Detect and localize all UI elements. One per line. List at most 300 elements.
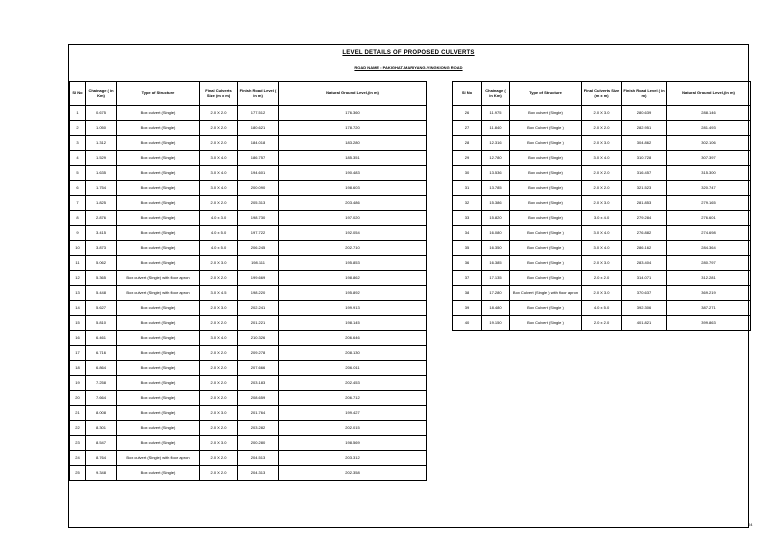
table-row	[70, 391, 427, 406]
natural-ground-level-cell: 206.011	[279, 361, 427, 376]
chainage-cell: 8.301	[86, 421, 117, 436]
natural-ground-level-cell: 274.698	[667, 226, 751, 241]
natural-ground-level-cell: 190.483	[279, 166, 427, 181]
finish-road-level-cell: 177.512	[238, 106, 279, 121]
culvert-size-cell: 2.0 X 2.0	[200, 466, 238, 481]
natural-ground-level-cell: 192.054	[279, 226, 427, 241]
chainage-cell: 7.664	[86, 391, 117, 406]
sl-no-cell: 16	[70, 331, 86, 346]
natural-ground-level-cell: 279.165	[667, 196, 751, 211]
finish-road-level-cell: 194.601	[238, 166, 279, 181]
finish-road-level-cell: 184.018	[238, 136, 279, 151]
sl-no-cell: 28	[453, 136, 482, 151]
structure-type-cell: Box culvert (Single)	[117, 406, 200, 421]
chainage-cell: 8.008	[86, 406, 117, 421]
culvert-size-cell: 2.0 X 2.0	[200, 376, 238, 391]
sl-no-cell: 13	[70, 286, 86, 301]
natural-ground-level-cell: 195.892	[279, 286, 427, 301]
natural-ground-level-cell: 198.569	[279, 436, 427, 451]
sl-no-cell: 37	[453, 271, 482, 286]
sl-no-cell: 2	[70, 121, 86, 136]
chainage-cell: 11.840	[482, 121, 510, 136]
culvert-size-cell: 2.0 X 2.0	[582, 166, 622, 181]
header-frl: Finish Road Level ( in m)	[622, 82, 667, 106]
sl-no-cell: 39	[453, 301, 482, 316]
natural-ground-level-cell: 312.281	[667, 271, 751, 286]
structure-type-cell: Box culvert (Single)	[117, 331, 200, 346]
culvert-size-cell: 2.0 x 2.0	[582, 316, 622, 331]
culvert-table-left	[69, 81, 427, 481]
header-sl-no: Sl No	[70, 82, 86, 106]
culvert-size-cell: 2.0 X 3.0	[200, 406, 238, 421]
table-row	[70, 331, 427, 346]
table-row	[70, 466, 427, 481]
natural-ground-level-cell: 176.360	[279, 106, 427, 121]
chainage-cell: 8.547	[86, 436, 117, 451]
finish-road-level-cell: 202.241	[238, 301, 279, 316]
structure-type-cell: Box culvert (Single)	[117, 346, 200, 361]
natural-ground-level-cell: 195.853	[279, 256, 427, 271]
culvert-size-cell: 2.0 X 2.0	[200, 391, 238, 406]
structure-type-cell: Box culvert (Single)	[510, 181, 582, 196]
culvert-size-cell: 2.0 X 3.0	[582, 106, 622, 121]
table-row	[70, 166, 427, 181]
sl-no-cell: 34	[453, 226, 482, 241]
culvert-size-cell: 2.0 X 2.0	[200, 196, 238, 211]
natural-ground-level-cell: 178.720	[279, 121, 427, 136]
sl-no-cell: 6	[70, 181, 86, 196]
structure-type-cell: Box Culvert (Single )	[510, 316, 582, 331]
structure-type-cell: Box culvert (Single) with floor apron	[117, 286, 200, 301]
table-row	[453, 256, 751, 271]
header-ngl: Natural Ground Level,(in m)	[279, 82, 427, 106]
sl-no-cell: 18	[70, 361, 86, 376]
chainage-cell: 16.080	[482, 226, 510, 241]
finish-road-level-cell: 276.882	[622, 226, 667, 241]
table-row	[453, 151, 751, 166]
structure-type-cell: Box culvert (Single)	[117, 466, 200, 481]
finish-road-level-cell: 198.111	[238, 256, 279, 271]
natural-ground-level-cell: 307.397	[667, 151, 751, 166]
culvert-size-cell: 2.0 X 2.0	[200, 121, 238, 136]
structure-type-cell: Box culvert (Single)	[117, 376, 200, 391]
natural-ground-level-cell: 281.493	[667, 121, 751, 136]
table-row	[70, 136, 427, 151]
sl-no-cell: 33	[453, 211, 482, 226]
structure-type-cell: Box Culvert (Single ) with floor apron	[510, 286, 582, 301]
natural-ground-level-cell: 320.747	[667, 181, 751, 196]
sl-no-cell: 7	[70, 196, 86, 211]
structure-type-cell: Box culvert (Single)	[117, 106, 200, 121]
structure-type-cell: Box Culvert (Single )	[510, 136, 582, 151]
finish-road-level-cell: 401.821	[622, 316, 667, 331]
sl-no-cell: 21	[70, 406, 86, 421]
sl-no-cell: 24	[70, 451, 86, 466]
natural-ground-level-cell: 206.646	[279, 331, 427, 346]
finish-road-level-cell: 321.523	[622, 181, 667, 196]
table-row	[453, 121, 751, 136]
structure-type-cell: Box culvert (Single)	[117, 226, 200, 241]
culvert-size-cell: 4.0 x 3.0	[200, 211, 238, 226]
finish-road-level-cell: 205.313	[238, 196, 279, 211]
structure-type-cell: Box culvert (Single)	[510, 151, 582, 166]
chainage-cell: 13.536	[482, 166, 510, 181]
structure-type-cell: Box culvert (Single)	[117, 256, 200, 271]
finish-road-level-cell: 286.162	[622, 241, 667, 256]
chainage-cell: 12.316	[482, 136, 510, 151]
natural-ground-level-cell: 198.603	[279, 181, 427, 196]
culvert-size-cell: 2.0 X 3.0	[200, 256, 238, 271]
structure-type-cell: Box culvert (Single)	[117, 391, 200, 406]
table-row	[453, 106, 751, 121]
sl-no-cell: 8	[70, 211, 86, 226]
culvert-size-cell: 4.0 x 5.0	[582, 301, 622, 316]
table-row	[70, 256, 427, 271]
natural-ground-level-cell: 202.358	[279, 466, 427, 481]
table-row	[453, 286, 751, 301]
header-sl-no: Sl No	[453, 82, 482, 106]
chainage-cell: 6.716	[86, 346, 117, 361]
culvert-size-cell: 3.0 X 4.0	[200, 166, 238, 181]
table-row	[453, 211, 751, 226]
sl-no-cell: 17	[70, 346, 86, 361]
natural-ground-level-cell: 202.015	[279, 421, 427, 436]
chainage-cell: 8.764	[86, 451, 117, 466]
structure-type-cell: Box culvert (Single)	[510, 211, 582, 226]
natural-ground-level-cell: 315.300	[667, 166, 751, 181]
table-row	[70, 421, 427, 436]
table-row	[70, 226, 427, 241]
structure-type-cell: Box culvert (Single)	[510, 196, 582, 211]
chainage-cell: 18.480	[482, 301, 510, 316]
culvert-size-cell: 2.0 X 2.0	[200, 316, 238, 331]
structure-type-cell: Box culvert (Single) with floor apron	[117, 451, 200, 466]
chainage-cell: 5.448	[86, 286, 117, 301]
chainage-cell: 17.280	[482, 286, 510, 301]
structure-type-cell: Box Culvert (Single )	[510, 121, 582, 136]
culvert-size-cell: 2.0 X 3.0	[582, 256, 622, 271]
table-row	[70, 121, 427, 136]
chainage-cell: 3.415	[86, 226, 117, 241]
finish-road-level-cell: 281.853	[622, 196, 667, 211]
table-row	[70, 316, 427, 331]
natural-ground-level-cell: 199.913	[279, 301, 427, 316]
sl-no-cell: 15	[70, 316, 86, 331]
sl-no-cell: 35	[453, 241, 482, 256]
table-row	[453, 136, 751, 151]
structure-type-cell: Box culvert (Single)	[117, 361, 200, 376]
finish-road-level-cell: 316.457	[622, 166, 667, 181]
natural-ground-level-cell: 183.280	[279, 136, 427, 151]
header-size: Final Culverts Size (m x m)	[200, 82, 238, 106]
sl-no-cell: 1	[70, 106, 86, 121]
chainage-cell: 1.635	[86, 166, 117, 181]
sl-no-cell: 5	[70, 166, 86, 181]
chainage-cell: 19.150	[482, 316, 510, 331]
structure-type-cell: Box culvert (Single)	[117, 436, 200, 451]
sl-no-cell: 11	[70, 256, 86, 271]
natural-ground-level-cell: 302.106	[667, 136, 751, 151]
header-frl: Finish Road Level ( in m)	[238, 82, 279, 106]
natural-ground-level-cell: 206.712	[279, 391, 427, 406]
finish-road-level-cell: 280.639	[622, 106, 667, 121]
table-row	[70, 211, 427, 226]
header-chainage: Chainage ( in Km)	[482, 82, 510, 106]
sl-no-cell: 26	[453, 106, 482, 121]
sl-no-cell: 36	[453, 256, 482, 271]
natural-ground-level-cell: 202.453	[279, 376, 427, 391]
chainage-cell: 1.529	[86, 151, 117, 166]
sl-no-cell: 25	[70, 466, 86, 481]
chainage-cell: 12.780	[482, 151, 510, 166]
header-chainage: Chainage ( in Km)	[86, 82, 117, 106]
sl-no-cell: 30	[453, 166, 482, 181]
natural-ground-level-cell: 284.364	[667, 241, 751, 256]
table-row	[453, 166, 751, 181]
structure-type-cell: Box culvert (Single)	[117, 241, 200, 256]
table-row	[70, 271, 427, 286]
natural-ground-level-cell: 280.797	[667, 256, 751, 271]
culvert-size-cell: 3.0 X 4.5	[200, 286, 238, 301]
table-row	[70, 406, 427, 421]
culvert-size-cell: 2.0 X 2.0	[200, 421, 238, 436]
chainage-cell: 1.050	[86, 121, 117, 136]
chainage-cell: 0.675	[86, 106, 117, 121]
finish-road-level-cell: 203.183	[238, 376, 279, 391]
chainage-cell: 3.873	[86, 241, 117, 256]
structure-type-cell: Box Culvert (Single )	[510, 301, 582, 316]
header-size: Final Culverts Size (m x m)	[582, 82, 622, 106]
sl-no-cell: 27	[453, 121, 482, 136]
culvert-size-cell: 3.0 x 4.0	[582, 211, 622, 226]
header-type: Type of Structure	[510, 82, 582, 106]
document-title: LEVEL DETAILS OF PROPOSED CULVERTS	[342, 50, 475, 56]
chainage-cell: 1.754	[86, 181, 117, 196]
table-row	[70, 241, 427, 256]
chainage-cell: 11.975	[482, 106, 510, 121]
finish-road-level-cell: 204.313	[238, 466, 279, 481]
culvert-size-cell: 2.0 X 2.0	[200, 346, 238, 361]
finish-road-level-cell: 208.659	[238, 391, 279, 406]
finish-road-level-cell: 392.306	[622, 301, 667, 316]
document-frame	[68, 44, 749, 528]
table-row	[70, 151, 427, 166]
natural-ground-level-cell: 198.862	[279, 271, 427, 286]
sl-no-cell: 12	[70, 271, 86, 286]
culvert-size-cell: 2.0 X 2.0	[200, 271, 238, 286]
structure-type-cell: Box culvert (Single)	[117, 181, 200, 196]
finish-road-level-cell: 283.404	[622, 256, 667, 271]
header-ngl: Natural Ground Level,(in m)	[667, 82, 751, 106]
sl-no-cell: 20	[70, 391, 86, 406]
structure-type-cell: Box culvert (Single)	[117, 301, 200, 316]
chainage-cell: 5.627	[86, 301, 117, 316]
table-row	[453, 241, 751, 256]
culvert-size-cell: 2.0 X 3.0	[582, 136, 622, 151]
sl-no-cell: 38	[453, 286, 482, 301]
finish-road-level-cell: 198.730	[238, 211, 279, 226]
natural-ground-level-cell: 202.710	[279, 241, 427, 256]
table-row	[70, 451, 427, 466]
finish-road-level-cell: 203.282	[238, 421, 279, 436]
table-row	[453, 301, 751, 316]
chainage-cell: 5.365	[86, 271, 117, 286]
natural-ground-level-cell: 276.601	[667, 211, 751, 226]
table-row	[70, 346, 427, 361]
finish-road-level-cell: 209.278	[238, 346, 279, 361]
finish-road-level-cell: 310.728	[622, 151, 667, 166]
table-row	[453, 271, 751, 286]
finish-road-level-cell: 201.221	[238, 316, 279, 331]
chainage-cell: 2.876	[86, 211, 117, 226]
culvert-size-cell: 2.0 X 3.0	[200, 301, 238, 316]
natural-ground-level-cell: 185.351	[279, 151, 427, 166]
natural-ground-level-cell: 387.271	[667, 301, 751, 316]
header-row	[70, 82, 427, 106]
finish-road-level-cell: 314.071	[622, 271, 667, 286]
structure-type-cell: Box culvert (Single)	[510, 166, 582, 181]
chainage-cell: 5.062	[86, 256, 117, 271]
chainage-cell: 15.386	[482, 196, 510, 211]
natural-ground-level-cell: 369.219	[667, 286, 751, 301]
natural-ground-level-cell: 399.863	[667, 316, 751, 331]
sl-no-cell: 29	[453, 151, 482, 166]
finish-road-level-cell: 198.220	[238, 286, 279, 301]
finish-road-level-cell: 200.280	[238, 436, 279, 451]
chainage-cell: 5.810	[86, 316, 117, 331]
culvert-size-cell: 4.0 x 5.0	[200, 241, 238, 256]
table-row	[453, 196, 751, 211]
structure-type-cell: Box culvert (Single)	[117, 211, 200, 226]
finish-road-level-cell: 279.284	[622, 211, 667, 226]
sl-no-cell: 23	[70, 436, 86, 451]
table-row	[70, 286, 427, 301]
chainage-cell: 1.825	[86, 196, 117, 211]
sl-no-cell: 3	[70, 136, 86, 151]
structure-type-cell: Box culvert (Single)	[510, 106, 582, 121]
culvert-size-cell: 3.0 X 4.0	[200, 151, 238, 166]
sl-no-cell: 22	[70, 421, 86, 436]
finish-road-level-cell: 180.621	[238, 121, 279, 136]
culvert-table-right	[452, 81, 751, 331]
sl-no-cell: 10	[70, 241, 86, 256]
finish-road-level-cell: 370.637	[622, 286, 667, 301]
table-row	[70, 196, 427, 211]
chainage-cell: 7.258	[86, 376, 117, 391]
table-row	[70, 361, 427, 376]
culvert-size-cell: 2.0 X 2.0	[582, 121, 622, 136]
chainage-cell: 6.461	[86, 331, 117, 346]
table-row	[70, 106, 427, 121]
natural-ground-level-cell: 288.146	[667, 106, 751, 121]
culvert-size-cell: 2.0 X 3.0	[200, 436, 238, 451]
header-row	[453, 82, 751, 106]
natural-ground-level-cell: 197.020	[279, 211, 427, 226]
structure-type-cell: Box Culvert (Single )	[510, 271, 582, 286]
finish-road-level-cell: 207.666	[238, 361, 279, 376]
structure-type-cell: Box culvert (Single) with floor apron	[117, 271, 200, 286]
structure-type-cell: Box culvert (Single)	[117, 151, 200, 166]
culvert-size-cell: 2.0 X 2.0	[200, 361, 238, 376]
structure-type-cell: Box culvert (Single)	[117, 196, 200, 211]
natural-ground-level-cell: 198.145	[279, 316, 427, 331]
culvert-size-cell: 4.0 x 5.0	[200, 226, 238, 241]
chainage-cell: 15.820	[482, 211, 510, 226]
finish-road-level-cell: 197.722	[238, 226, 279, 241]
finish-road-level-cell: 210.326	[238, 331, 279, 346]
structure-type-cell: Box culvert (Single)	[117, 136, 200, 151]
structure-type-cell: Box Culvert (Single )	[510, 256, 582, 271]
table-row	[70, 181, 427, 196]
natural-ground-level-cell: 199.427	[279, 406, 427, 421]
structure-type-cell: Box Culvert (Single )	[510, 226, 582, 241]
structure-type-cell: Box culvert (Single)	[117, 421, 200, 436]
structure-type-cell: Box culvert (Single)	[117, 166, 200, 181]
structure-type-cell: Box culvert (Single)	[117, 121, 200, 136]
finish-road-level-cell: 186.757	[238, 151, 279, 166]
culvert-size-cell: 3.0 X 4.0	[582, 241, 622, 256]
chainage-cell: 16.350	[482, 241, 510, 256]
finish-road-level-cell: 282.951	[622, 121, 667, 136]
sl-no-cell: 31	[453, 181, 482, 196]
sl-no-cell: 40	[453, 316, 482, 331]
culvert-size-cell: 3.0 X 4.0	[582, 226, 622, 241]
chainage-cell: 9.348	[86, 466, 117, 481]
chainage-cell: 1.312	[86, 136, 117, 151]
table-row	[453, 181, 751, 196]
header-type: Type of Structure	[117, 82, 200, 106]
table-row	[70, 376, 427, 391]
culvert-size-cell: 2.0 X 2.0	[200, 136, 238, 151]
sl-no-cell: 19	[70, 376, 86, 391]
culvert-size-cell: 3.0 X 4.0	[200, 331, 238, 346]
sl-no-cell: 4	[70, 151, 86, 166]
culvert-size-cell: 2.0 X 3.0	[582, 196, 622, 211]
chainage-cell: 16.385	[482, 256, 510, 271]
structure-type-cell: Box culvert (Single)	[117, 316, 200, 331]
table-row	[453, 316, 751, 331]
finish-road-level-cell: 204.513	[238, 451, 279, 466]
finish-road-level-cell: 304.862	[622, 136, 667, 151]
chainage-cell: 17.135	[482, 271, 510, 286]
natural-ground-level-cell: 203.312	[279, 451, 427, 466]
chainage-cell: 6.864	[86, 361, 117, 376]
sl-no-cell: 32	[453, 196, 482, 211]
culvert-size-cell: 2.0 X 2.0	[200, 451, 238, 466]
finish-road-level-cell: 200.090	[238, 181, 279, 196]
culvert-size-cell: 2.0 X 2.0	[582, 181, 622, 196]
finish-road-level-cell: 201.764	[238, 406, 279, 421]
chainage-cell: 13.785	[482, 181, 510, 196]
finish-road-level-cell: 199.669	[238, 271, 279, 286]
sl-no-cell: 14	[70, 301, 86, 316]
finish-road-level-cell: 206.245	[238, 241, 279, 256]
natural-ground-level-cell: 203.486	[279, 196, 427, 211]
table-row	[453, 226, 751, 241]
road-name: ROAD NAME : PAKIGHAT-MARIYANG-YINGKIONG ROAD	[354, 65, 463, 70]
page-number: 04	[748, 522, 753, 527]
structure-type-cell: Box Culvert (Single )	[510, 241, 582, 256]
table-row	[70, 301, 427, 316]
culvert-size-cell: 2.0 X 3.0	[582, 286, 622, 301]
culvert-size-cell: 3.0 X 4.0	[200, 181, 238, 196]
natural-ground-level-cell: 208.130	[279, 346, 427, 361]
table-row	[70, 436, 427, 451]
culvert-size-cell: 2.0 x 2.0	[582, 271, 622, 286]
culvert-size-cell: 3.0 X 4.0	[582, 151, 622, 166]
sl-no-cell: 9	[70, 226, 86, 241]
culvert-size-cell: 2.0 X 2.0	[200, 106, 238, 121]
